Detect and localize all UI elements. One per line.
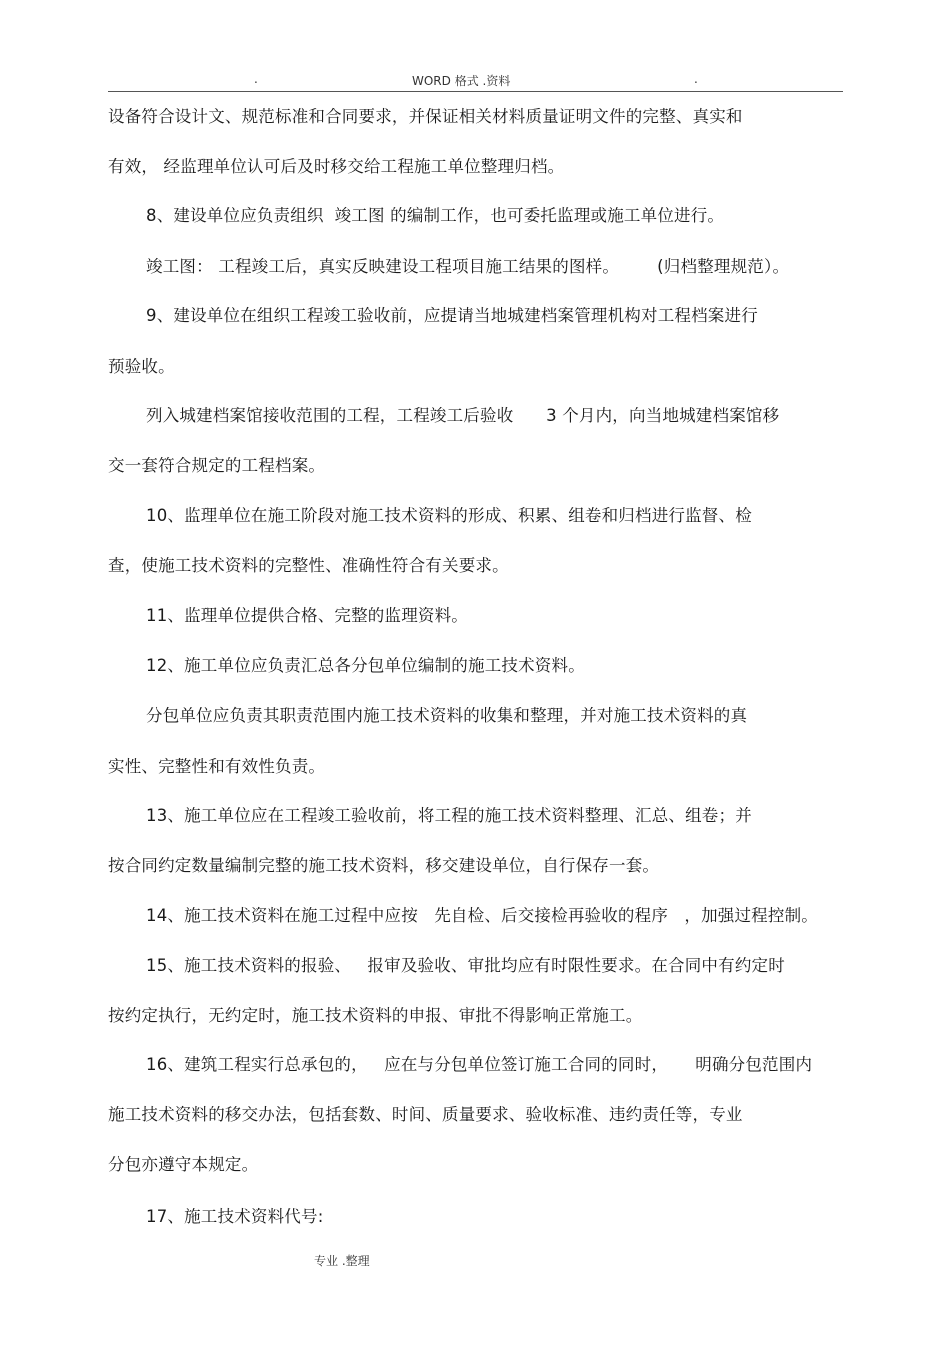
text-line: 有效， 经监理单位认可后及时移交给工程施工单位整理归档。 — [108, 157, 565, 176]
text-line: 实性、完整性和有效性负责。 — [108, 757, 326, 776]
text-line: 交一套符合规定的工程档案。 — [108, 456, 326, 475]
page-header — [0, 72, 950, 88]
text-line: 按约定执行，无约定时，施工技术资料的申报、审批不得影响正常施工。 — [108, 1006, 643, 1025]
text-line: 设备符合设计文、规范标准和合同要求，并保证相关材料质量证明文件的完整、真实和 — [108, 107, 743, 126]
text-line: 13、施工单位应在工程竣工验收前，将工程的施工技术资料整理、汇总、组卷；并 — [146, 806, 752, 825]
text-line: 查，使施工技术资料的完整性、准确性符合有关要求。 — [108, 556, 509, 575]
text-line: 分包单位应负责其职责范围内施工技术资料的收集和整理，并对施工技术资料的真 — [146, 706, 748, 725]
text-line: 17、施工技术资料代号: — [146, 1207, 324, 1226]
header-divider — [108, 91, 843, 92]
text-line: 12、施工单位应负责汇总各分包单位编制的施工技术资料。 — [146, 656, 585, 675]
text-line: 14、施工技术资料在施工过程中应按 先自检、后交接检再验收的程序 ，加强过程控制。 — [146, 906, 818, 925]
text-line: 分包亦遵守本规定。 — [108, 1155, 259, 1174]
header-title: WORD 格式 .资料 — [412, 74, 511, 88]
text-line: 11、监理单位提供合格、完整的监理资料。 — [146, 606, 468, 625]
text-line: 8、建设单位应负责组织 竣工图 的编制工作，也可委托监理或施工单位进行。 — [146, 206, 725, 225]
text-line: 按合同约定数量编制完整的施工技术资料，移交建设单位，自行保存一套。 — [108, 856, 660, 875]
text-line: 列入城建档案馆接收范围的工程，工程竣工后验收 3 个月内，向当地城建档案馆移 — [146, 406, 780, 425]
text-line: 10、监理单位在施工阶段对施工技术资料的形成、积累、组卷和归档进行监督、检 — [146, 506, 752, 525]
text-line: 15、施工技术资料的报验、 报审及验收、审批均应有时限性要求。在合同中有约定时 — [146, 956, 785, 975]
text-line: 16、建筑工程实行总承包的， 应在与分包单位签订施工合同的同时， 明确分包范围内 — [146, 1055, 813, 1074]
text-line: 9、建设单位在组织工程竣工验收前，应提请当地城建档案管理机构对工程档案进行 — [146, 306, 758, 325]
header-dot-left: . — [254, 72, 258, 86]
header-dot-right: . — [694, 72, 698, 86]
text-line: 施工技术资料的移交办法，包括套数、时间、质量要求、验收标准、违约责任等，专业 — [108, 1105, 743, 1124]
text-line: 竣工图： 工程竣工后，真实反映建设工程项目施工结果的图样。 (归档整理规范）。 — [146, 257, 790, 276]
text-line: 预验收。 — [108, 357, 175, 376]
page-footer: 专业 .整理 — [314, 1254, 370, 1268]
